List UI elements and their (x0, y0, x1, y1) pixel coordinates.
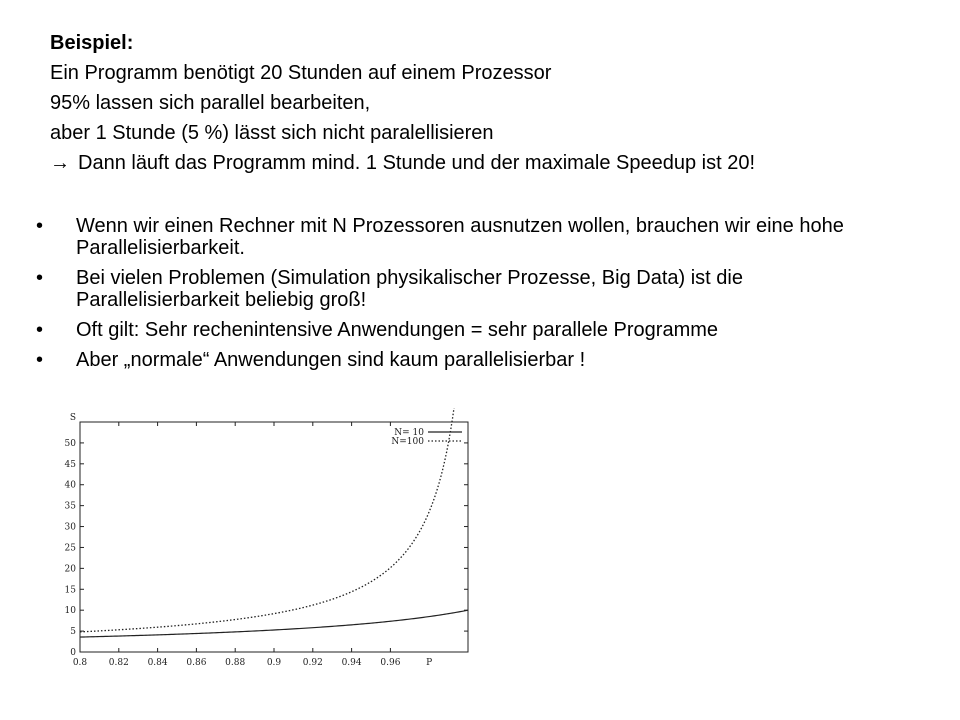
y-tick-label: 40 (64, 480, 76, 491)
bullet-icon: • (36, 319, 44, 341)
legend-label: N=100 (391, 437, 424, 447)
bullet-icon: • (36, 267, 44, 289)
bullet-icon: • (36, 215, 44, 237)
x-tick-label: 0.9 (266, 658, 282, 668)
example-conclusion-text: Dann läuft das Programm mind. 1 Stunde und der maximale Speedup ist 20! (78, 152, 756, 174)
bullet-icon: • (36, 349, 44, 371)
x-tick-label: 0.88 (225, 658, 246, 668)
list-item-text: Wenn wir einen Rechner mit N Prozessoren ausnutzen wollen, brauchen wir eine hohe Parallelisierbarkeit. (76, 215, 844, 259)
x-tick-label: 0.86 (186, 658, 207, 668)
y-tick-label: 15 (64, 585, 76, 596)
y-tick-label: 10 (64, 606, 76, 617)
example-title: Beispiel: (50, 32, 134, 54)
y-axis-label: S (69, 413, 76, 423)
example-conclusion (50, 148, 930, 178)
y-tick-label: 30 (64, 522, 76, 533)
y-tick-label: 25 (64, 543, 76, 554)
y-tick-label: 35 (64, 501, 76, 512)
x-tick-label: 0.92 (302, 658, 323, 668)
list-item-text: Bei vielen Problemen (Simulation physikalischer Prozesse, Big Data) ist die Parallelisierbarkeit beliebig groß! (76, 267, 743, 311)
list-item (36, 267, 896, 311)
y-tick-label: 5 (70, 627, 76, 638)
x-tick-label: 0.82 (108, 658, 129, 668)
plot-frame (80, 422, 468, 652)
y-tick-label: 50 (64, 438, 76, 449)
legend-label: N= 10 (394, 428, 424, 438)
y-tick-label: 20 (64, 564, 76, 575)
example-line: aber 1 Stunde (5 %) lässt sich nicht paralellisieren (50, 122, 494, 144)
x-tick-label: 0.96 (380, 658, 401, 668)
list-item-text: Aber „normale“ Anwendungen sind kaum parallelisierbar ! (76, 349, 586, 371)
x-tick-label: 0.94 (341, 658, 362, 668)
list-item (36, 319, 896, 341)
x-tick-label: 0.84 (147, 658, 168, 668)
list-item (36, 349, 896, 371)
bullet-list (36, 215, 896, 379)
series-line-n10 (80, 610, 468, 637)
speedup-chart-svg (58, 408, 498, 680)
example-line: Ein Programm benötigt 20 Stunden auf einem Prozessor (50, 62, 552, 84)
speedup-chart (58, 408, 498, 680)
x-axis-label: P (426, 658, 433, 668)
y-tick-label: 0 (70, 648, 76, 658)
example-box (50, 28, 930, 178)
x-tick-label: 0.8 (72, 658, 88, 668)
list-item-text: Oft gilt: Sehr rechenintensive Anwendungen = sehr parallele Programme (76, 319, 719, 341)
y-tick-label: 45 (64, 459, 76, 470)
arrow-right-icon: → (50, 152, 70, 174)
list-item (36, 215, 896, 259)
example-line: 95% lassen sich parallel bearbeiten, (50, 92, 371, 114)
